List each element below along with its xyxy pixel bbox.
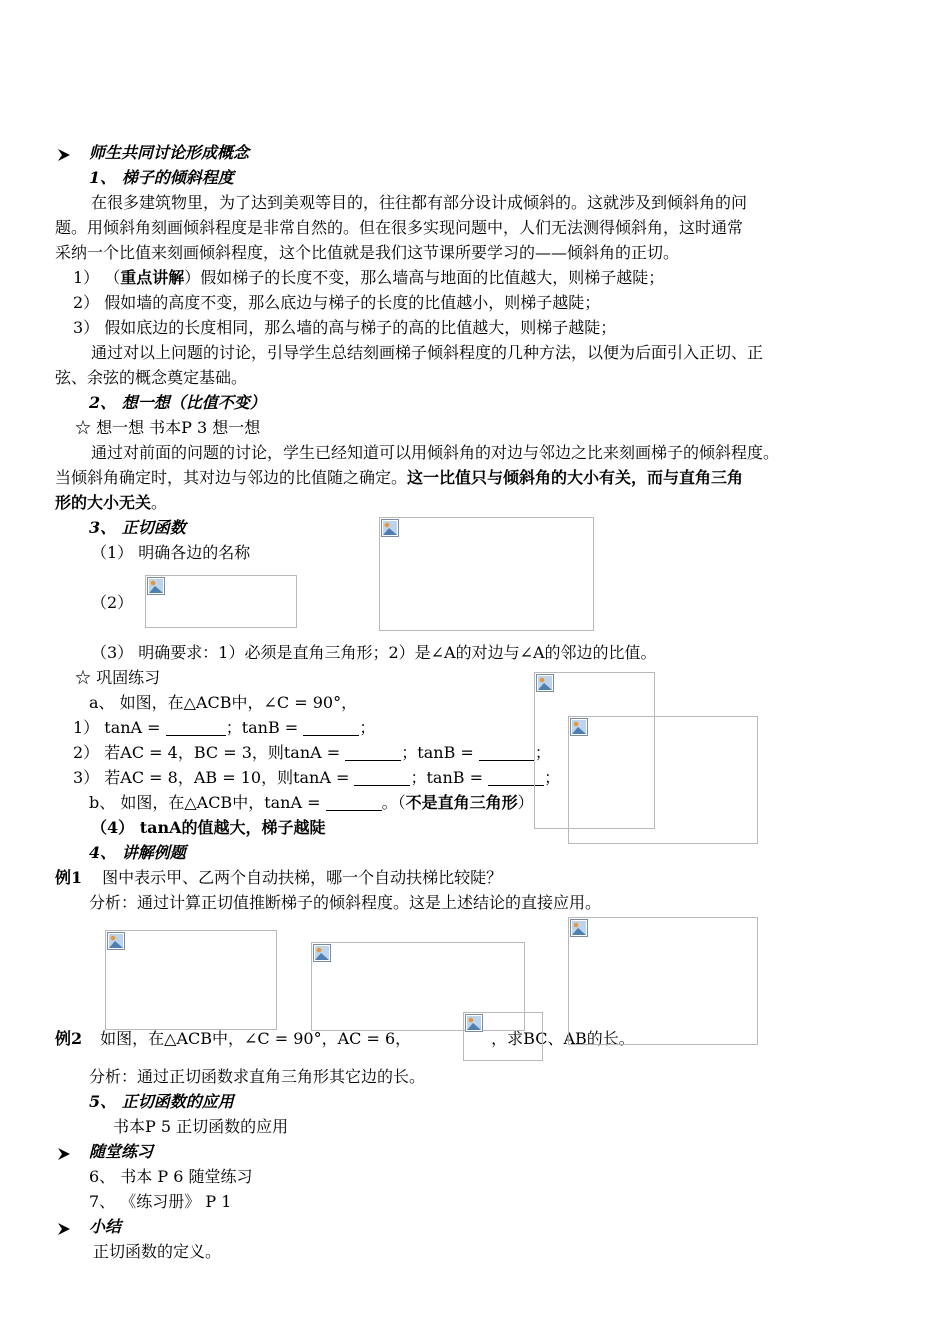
image-placeholder <box>145 575 297 628</box>
image-placeholder <box>463 1012 543 1061</box>
list-item: （4） tanA的值越大，梯子越陡 <box>91 818 326 837</box>
list-item: （2） <box>91 593 134 612</box>
summary-text: 正切函数的定义。 <box>93 1242 222 1261</box>
paragraph-line: 弦、余弦的概念奠定基础。 <box>55 368 248 387</box>
example-line: 例1 图中表示甲、乙两个自动扶梯，哪一个自动扶梯比较陡？ <box>55 868 503 887</box>
example-line: 例2 如图，在△ACB中，∠C = 90°，AC = 6， ，求BC、AB的长。 <box>55 1029 635 1048</box>
subsection-title: 5、 正切函数的应用 <box>89 1092 234 1111</box>
broken-image-icon <box>536 674 554 692</box>
section-heading: 随堂练习 <box>89 1142 154 1161</box>
exercise-line: 1） tanA = ；tanB = ； <box>73 718 376 737</box>
list-item: 书本P 5 正切函数的应用 <box>113 1117 289 1136</box>
broken-image-icon <box>147 577 165 595</box>
broken-image-icon <box>313 944 331 962</box>
broken-image-icon <box>570 919 588 937</box>
paragraph-line: 当倾斜角确定时，其对边与邻边的比值随之确定。这一比值只与倾斜角的大小有关，而与直角三角 <box>55 468 744 487</box>
paragraph-line: 采纳一个比值来刻画倾斜程度，这个比值就是我们这节课所要学习的——倾斜角的正切。 <box>55 243 680 262</box>
analysis-line: 分析：通过计算正切值推断梯子的倾斜程度。这是上述结论的直接应用。 <box>89 893 602 912</box>
exercise-line: 2） 若AC = 4，BC = 3，则tanA = ；tanB = ； <box>73 743 551 762</box>
paragraph-line: 通过对以上问题的讨论，引导学生总结刻画梯子倾斜程度的几种方法，以便为后面引入正切、正 <box>91 343 764 362</box>
broken-image-icon <box>381 519 399 537</box>
practice-title: ☆ 巩固练习 <box>75 668 161 687</box>
section-heading: 小结 <box>89 1217 122 1236</box>
paragraph-line: 题。用倾斜角刻画倾斜程度是非常自然的。但在很多实现问题中，人们无法测得倾斜角，这时通常 <box>55 218 744 237</box>
list-item: （1） 明确各边的名称 <box>91 543 251 562</box>
arrow-bullet-icon <box>57 148 71 162</box>
arrow-bullet-icon <box>57 1147 71 1161</box>
list-item: 7、 《练习册》 P 1 <box>89 1192 232 1211</box>
list-item: 6、 书本 P 6 随堂练习 <box>89 1167 253 1186</box>
image-placeholder <box>105 930 277 1030</box>
think-line: ☆ 想一想 书本P 3 想一想 <box>75 418 261 437</box>
image-placeholder <box>568 716 758 844</box>
exercise-line: a、 如图，在△ACB中，∠C = 90°， <box>89 693 358 712</box>
exercise-line: b、 如图，在△ACB中，tanA = 。（不是直角三角形） <box>89 793 534 812</box>
list-item: 2） 假如墙的高度不变，那么底边与梯子的长度的比值越小，则梯子越陡； <box>73 293 601 312</box>
list-item: 1） （重点讲解）假如梯子的长度不变，那么墙高与地面的比值越大，则梯子越陡； <box>73 268 665 287</box>
broken-image-icon <box>107 932 125 950</box>
paragraph-line: 通过对前面的问题的讨论，学生已经知道可以用倾斜角的对边与邻边之比来刻画梯子的倾斜程度。 <box>91 443 780 462</box>
section-heading: 师生共同讨论形成概念 <box>89 143 250 162</box>
arrow-bullet-icon <box>57 1222 71 1236</box>
image-placeholder <box>568 917 758 1045</box>
list-item: （3） 明确要求：1）必须是直角三角形；2）是∠A的对边与∠A的邻边的比值。 <box>91 643 657 662</box>
subsection-title: 2、 想一想（比值不变） <box>89 393 266 412</box>
subsection-title: 1、 梯子的倾斜程度 <box>89 168 234 187</box>
image-placeholder <box>379 517 594 631</box>
subsection-title: 4、 讲解例题 <box>89 843 186 862</box>
paragraph-line: 在很多建筑物里，为了达到美观等目的，往往都有部分设计成倾斜的。这就涉及到倾斜角的问 <box>91 193 748 212</box>
broken-image-icon <box>465 1014 483 1032</box>
subsection-title: 3、 正切函数 <box>89 518 186 537</box>
broken-image-icon <box>570 718 588 736</box>
paragraph-line: 形的大小无关。 <box>55 493 168 512</box>
exercise-line: 3） 若AC = 8，AB = 10，则tanA = ；tanB = ； <box>73 768 561 787</box>
analysis-line: 分析：通过正切函数求直角三角形其它边的长。 <box>89 1067 426 1086</box>
list-item: 3） 假如底边的长度相同，那么墙的高与梯子的高的比值越大，则梯子越陡； <box>73 318 617 337</box>
